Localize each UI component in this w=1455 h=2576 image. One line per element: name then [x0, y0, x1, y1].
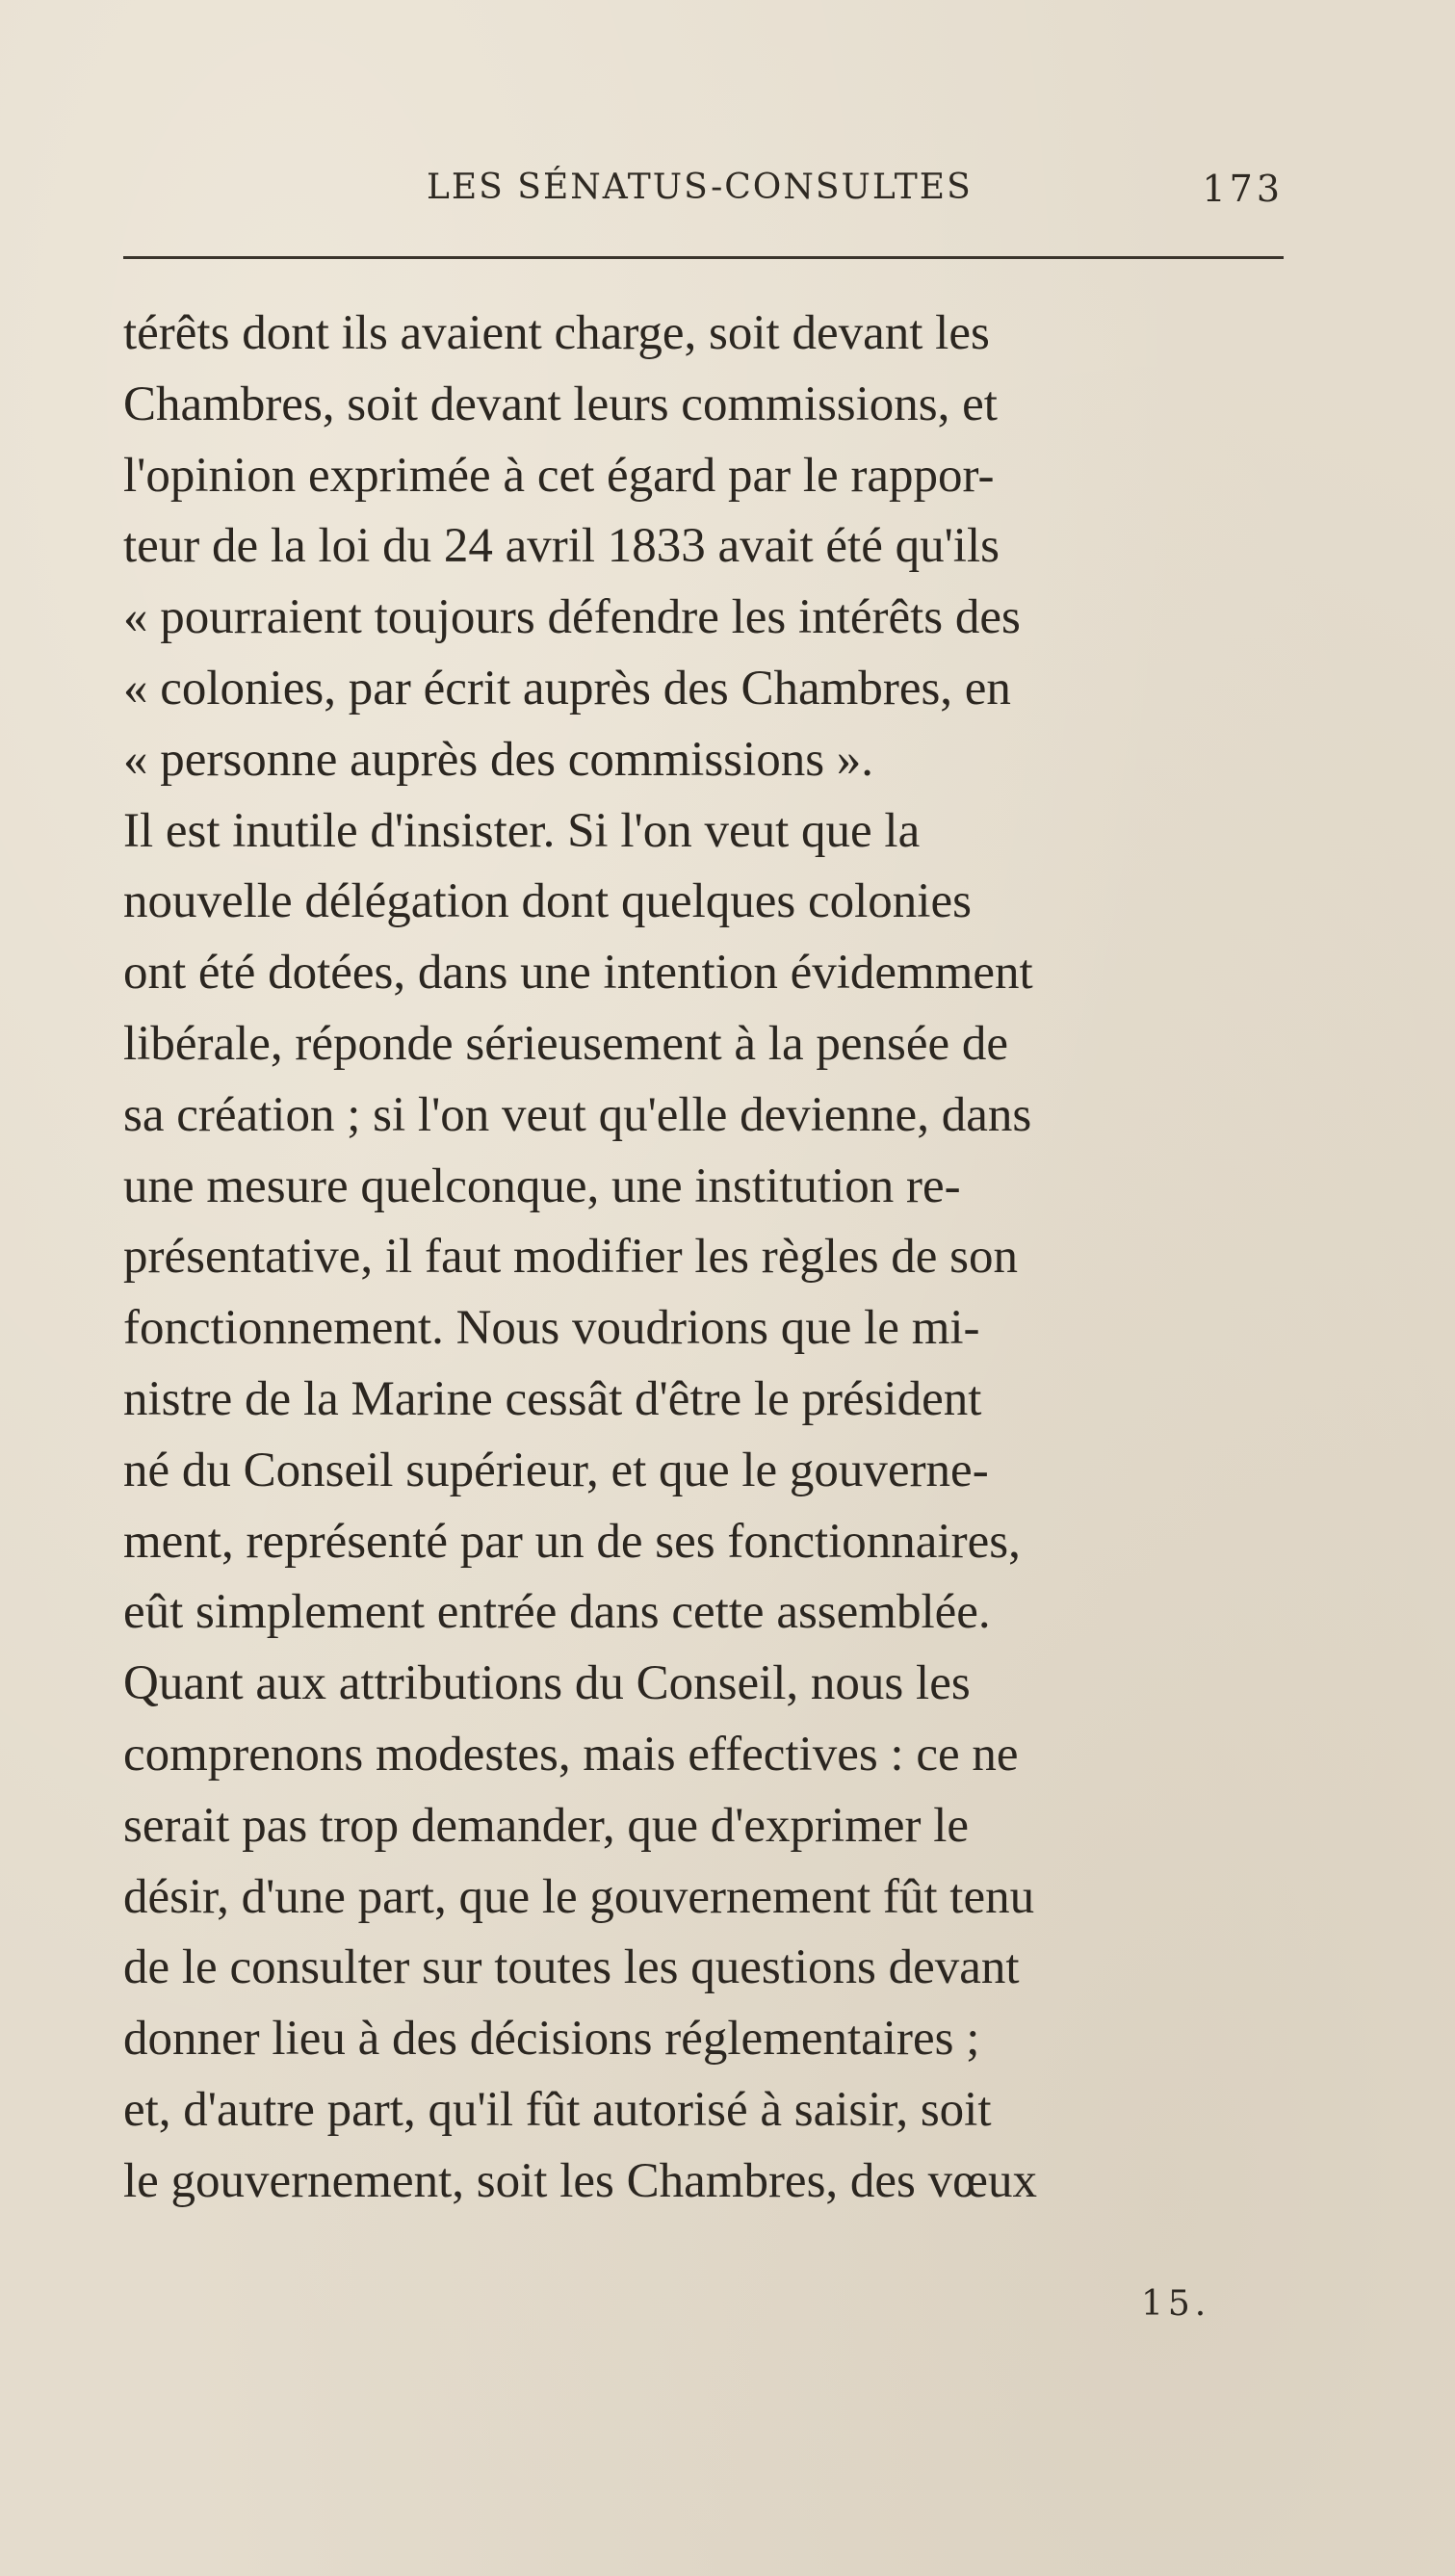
text-line: nouvelle délégation dont quelques colonies	[123, 874, 972, 929]
text-line: térêts dont ils avaient charge, soit devant les	[123, 306, 990, 360]
text-line: « personne auprès des commissions ».	[123, 732, 874, 787]
page-number: 173	[1202, 168, 1284, 210]
text-line: Chambres, soit devant leurs commissions, et	[123, 377, 998, 431]
text-line: Il est inutile d'insister. Si l'on veut que la	[123, 803, 921, 858]
text-line: et, d'autre part, qu'il fût autorisé à saisir, soit	[123, 2082, 992, 2137]
text-line: de le consulter sur toutes les questions devant	[123, 1940, 1020, 1995]
text-line: ont été dotées, dans une intention évidemment	[123, 946, 1033, 1001]
text-line: eût simplement entrée dans cette assemblée.	[123, 1585, 991, 1640]
text-line: ment, représenté par un de ses fonctionnaires,	[123, 1514, 1021, 1569]
signature-mark: 15.	[1141, 2284, 1211, 2324]
text-line: désir, d'une part, que le gouvernement fût tenu	[123, 1869, 1035, 1924]
header-rule	[123, 256, 1284, 259]
body-text	[123, 299, 1317, 2218]
text-line: l'opinion exprimée à cet égard par le rappor-	[123, 448, 995, 503]
text-line: une mesure quelconque, une institution re-	[123, 1158, 961, 1213]
text-line: teur de la loi du 24 avril 1833 avait été qu'ils	[123, 519, 1000, 574]
text-line: libérale, réponde sérieusement à la pensée de	[123, 1016, 1008, 1071]
text-line: « pourraient toujours défendre les intérêts des	[123, 590, 1021, 645]
running-title: LES SÉNATUS-CONSULTES	[427, 168, 973, 207]
text-line: né du Conseil supérieur, et que le gouverne-	[123, 1443, 989, 1497]
running-head	[123, 162, 1284, 220]
text-line: nistre de la Marine cessât d'être le président	[123, 1371, 982, 1426]
text-line: comprenons modestes, mais effectives : ce ne	[123, 1727, 1019, 1782]
text-line: sa création ; si l'on veut qu'elle devienne, dans	[123, 1087, 1032, 1142]
text-line: donner lieu à des décisions réglementaires ;	[123, 2012, 980, 2067]
text-line: fonctionnement. Nous voudrions que le mi-	[123, 1301, 980, 1356]
text-line: « colonies, par écrit auprès des Chambres, en	[123, 661, 1011, 716]
text-line: serait pas trop demander, que d'exprimer le	[123, 1798, 970, 1853]
text-line: le gouvernement, soit les Chambres, des vœux	[123, 2153, 1037, 2208]
text-line: Quant aux attributions du Conseil, nous les	[123, 1656, 971, 1711]
text-line: présentative, il faut modifier les règles de son	[123, 1230, 1019, 1285]
